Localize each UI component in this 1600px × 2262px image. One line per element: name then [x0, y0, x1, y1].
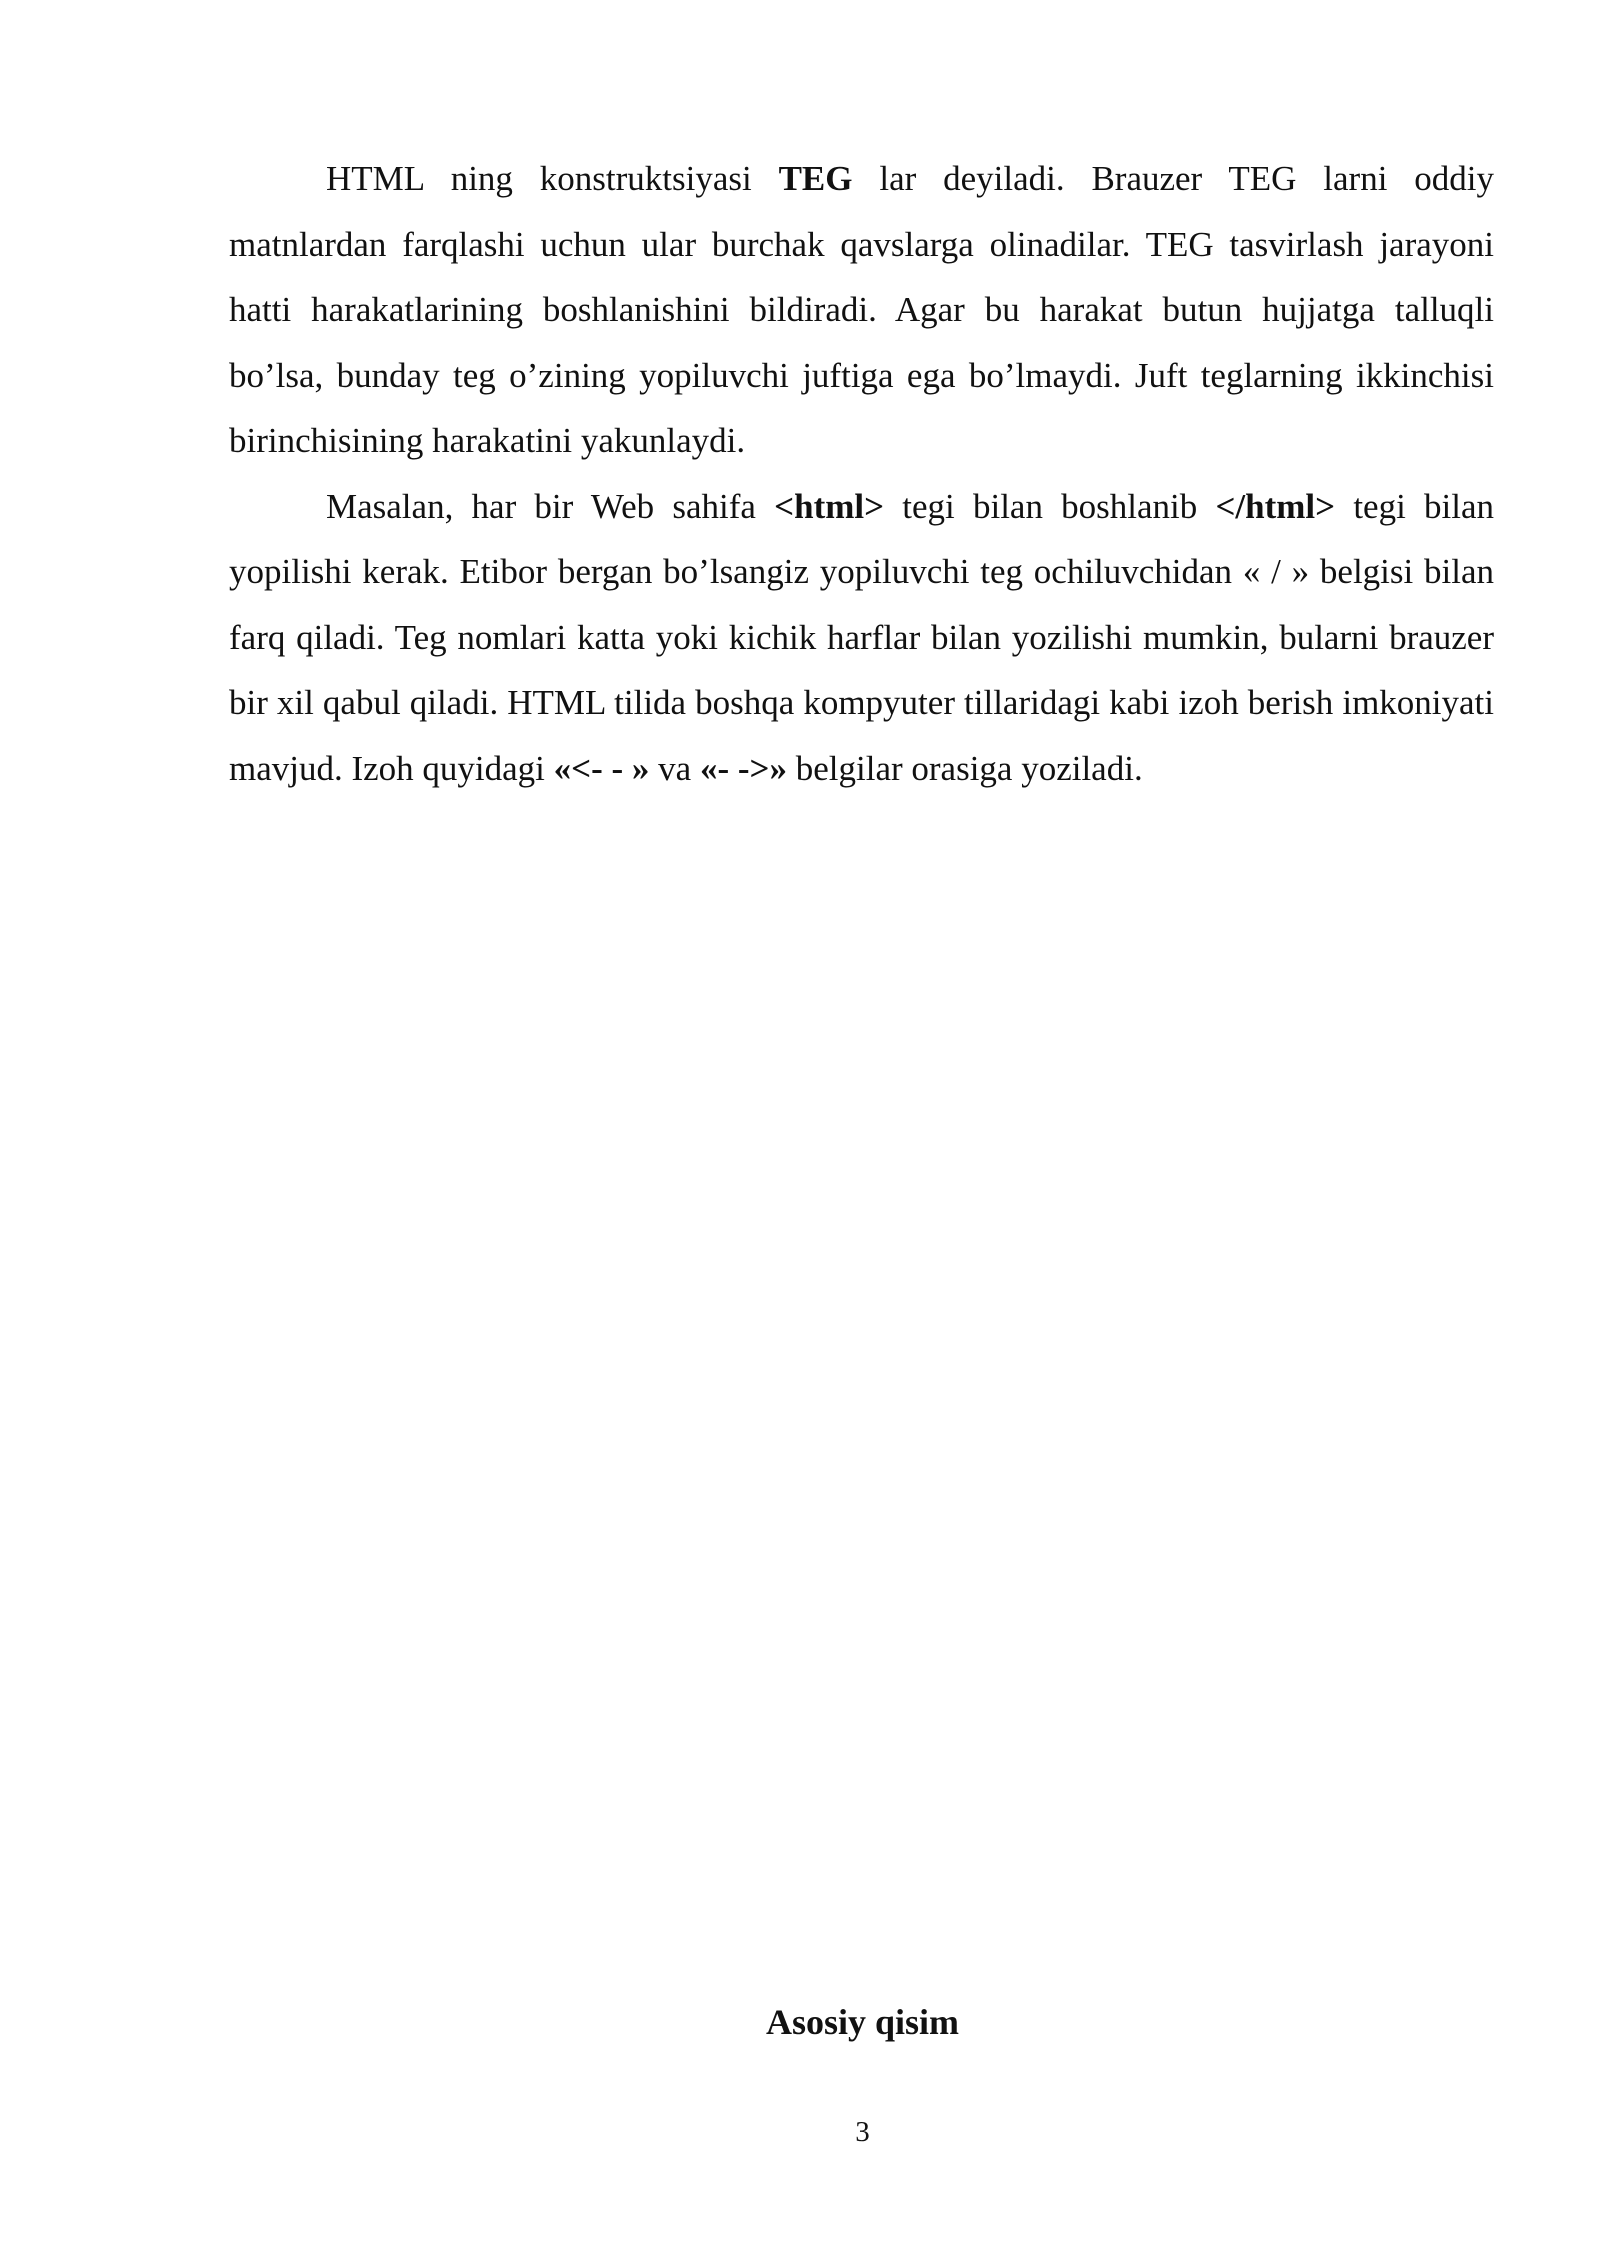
page-number: 3 — [855, 2116, 870, 2148]
section-heading: Asosiy qisim — [765, 2002, 960, 2042]
paragraph-2-bold-open-tag: <html> — [774, 486, 885, 526]
paragraph-2-text: tegi bilan boshlanib — [884, 486, 1216, 526]
paragraph-1-bold-teg: TEG — [778, 159, 853, 198]
body-text — [229, 146, 1494, 801]
paragraph-2-text: Masalan, har bir Web sahifa — [326, 486, 775, 526]
paragraph-1-text: lar deyiladi. Brauzer TEG larni oddiy matnlardan farqlashi uchun ular burchak qavslarga olinadilar. TEG tasvirlash jarayoni hatti harakatlarining boshlanishini bildiradi. Agar bu harakat butun hujjatga talluqli bo’lsa, bunday teg o’zining yopiluvchi juftiga ega bo’lmaydi. Juft teglarning ikkinchisi birinchisining harakatini yakunlaydi. — [229, 159, 1495, 460]
paragraph-2-text: tegi bilan yopilishi kerak. Etibor bergan bo’lsangiz yopiluvchi teg ochiluvchidan « / » belgisi bilan farq qiladi. Teg nomlari katta yoki kichik harflar bilan yozilishi mumkin, bularni brauzer bir xil qabul qiladi. HTML tilida boshqa kompyuter tillaridagi kabi izoh berish imkoniyati mavjud. Izoh quyidagi — [229, 486, 1495, 788]
paragraph-2-bold-comment-open: «<- - » — [553, 748, 650, 788]
paragraph-2-bold-close-tag: </html> — [1215, 486, 1336, 526]
paragraph-1 — [229, 146, 1494, 474]
paragraph-2-text: va — [649, 748, 700, 788]
paragraph-2-bold-comment-close: «- ->» — [699, 748, 787, 788]
paragraph-2 — [229, 474, 1494, 802]
paragraph-2-text: belgilar orasiga yoziladi. — [786, 748, 1143, 788]
paragraph-1-text: HTML ning konstruktsiyasi — [326, 159, 779, 198]
